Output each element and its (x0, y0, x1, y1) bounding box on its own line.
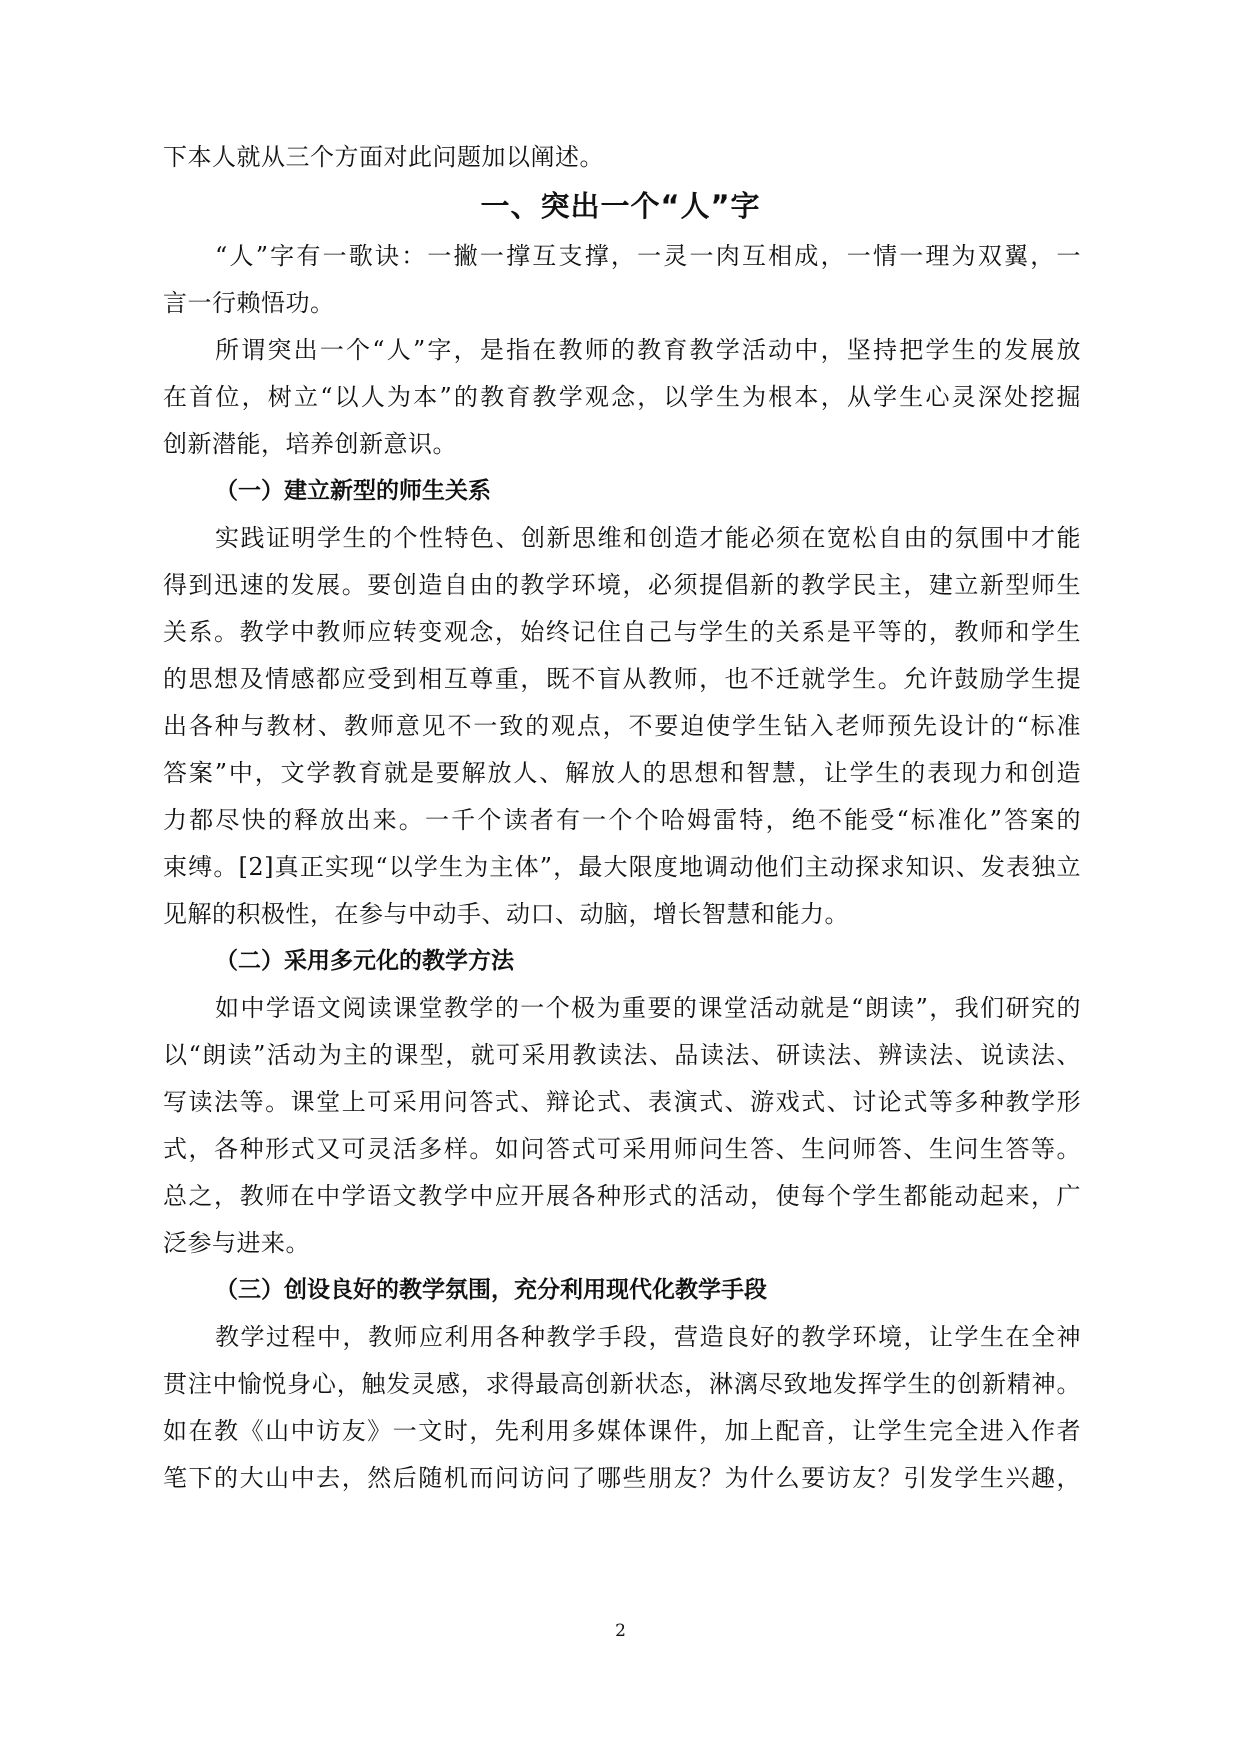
body-line: 贯注中愉悦身心，触发灵感，求得最高创新状态，淋漓尽致地发挥学生的创新精神。 (163, 1370, 1081, 1398)
page-number: 2 (615, 1621, 626, 1641)
body-line: 得到迅速的发展。要创造自由的教学环境，必须提倡新的教学民主，建立新型师生 (163, 571, 1081, 599)
body-line: 出各种与教材、教师意见不一致的观点，不要迫使学生钻入老师预先设计的“标准 (163, 712, 1081, 740)
body-line: 如中学语文阅读课堂教学的一个极为重要的课堂活动就是“朗读”，我们研究的 (215, 994, 1081, 1022)
body-line: 如在教《山中访友》一文时，先利用多媒体课件，加上配音，让学生完全进入作者 (163, 1417, 1081, 1445)
body-line: 笔下的大山中去，然后随机而问访问了哪些朋友？为什么要访友？引发学生兴趣， (163, 1464, 1081, 1492)
body-line: 力都尽快的释放出来。一千个读者有一个个哈姆雷特，绝不能受“标准化”答案的 (163, 806, 1081, 834)
body-line: 关系。教学中教师应转变观念，始终记住自己与学生的关系是平等的，教师和学生 (163, 618, 1081, 646)
subsection-heading: （三）创设良好的教学氛围，充分利用现代化教学手段 (215, 1277, 767, 1303)
subsection-heading: （一）建立新型的师生关系 (215, 478, 491, 504)
body-line: 式，各种形式又可灵活多样。如问答式可采用师问生答、生问师答、生问生答等。 (163, 1135, 1081, 1163)
body-line: 言一行赖悟功。 (163, 289, 335, 317)
body-line: 实践证明学生的个性特色、创新思维和创造才能必须在宽松自由的氛围中才能 (215, 524, 1081, 552)
body-line: 见解的积极性，在参与中动手、动口、动脑，增长智慧和能力。 (163, 900, 849, 928)
body-line: 总之，教师在中学语文教学中应开展各种形式的活动，使每个学生都能动起来，广 (163, 1182, 1081, 1210)
body-line: 以“朗读”活动为主的课型，就可采用教读法、品读法、研读法、辨读法、说读法、 (163, 1041, 1081, 1069)
body-line: 教学过程中，教师应利用各种教学手段，营造良好的教学环境，让学生在全神 (215, 1323, 1081, 1351)
body-line: 答案”中，文学教育就是要解放人、解放人的思想和智慧，让学生的表现力和创造 (163, 759, 1081, 787)
section-heading: 一、突出一个“人”字 (480, 189, 761, 223)
body-line: 写读法等。课堂上可采用问答式、辩论式、表演式、游戏式、讨论式等多种教学形 (163, 1088, 1081, 1116)
body-line: 在首位，树立“以人为本”的教育教学观念，以学生为根本，从学生心灵深处挖掘 (163, 383, 1081, 411)
body-line: 束缚。[2]真正实现“以学生为主体”，最大限度地调动他们主动探求知识、发表独立 (163, 853, 1081, 881)
body-line: 创新潜能，培养创新意识。 (163, 430, 457, 458)
body-line: 泛参与进来。 (163, 1229, 310, 1257)
subsection-heading: （二）采用多元化的教学方法 (215, 948, 514, 974)
body-line: 所谓突出一个“人”字，是指在教师的教育教学活动中，坚持把学生的发展放 (215, 336, 1081, 364)
body-line: “人”字有一歌诀：一撇一撑互支撑，一灵一肉互相成，一情一理为双翼，一 (215, 242, 1081, 270)
body-line: 的思想及情感都应受到相互尊重，既不盲从教师，也不迁就学生。允许鼓励学生提 (163, 665, 1081, 693)
body-line: 下本人就从三个方面对此问题加以阐述。 (163, 143, 604, 171)
